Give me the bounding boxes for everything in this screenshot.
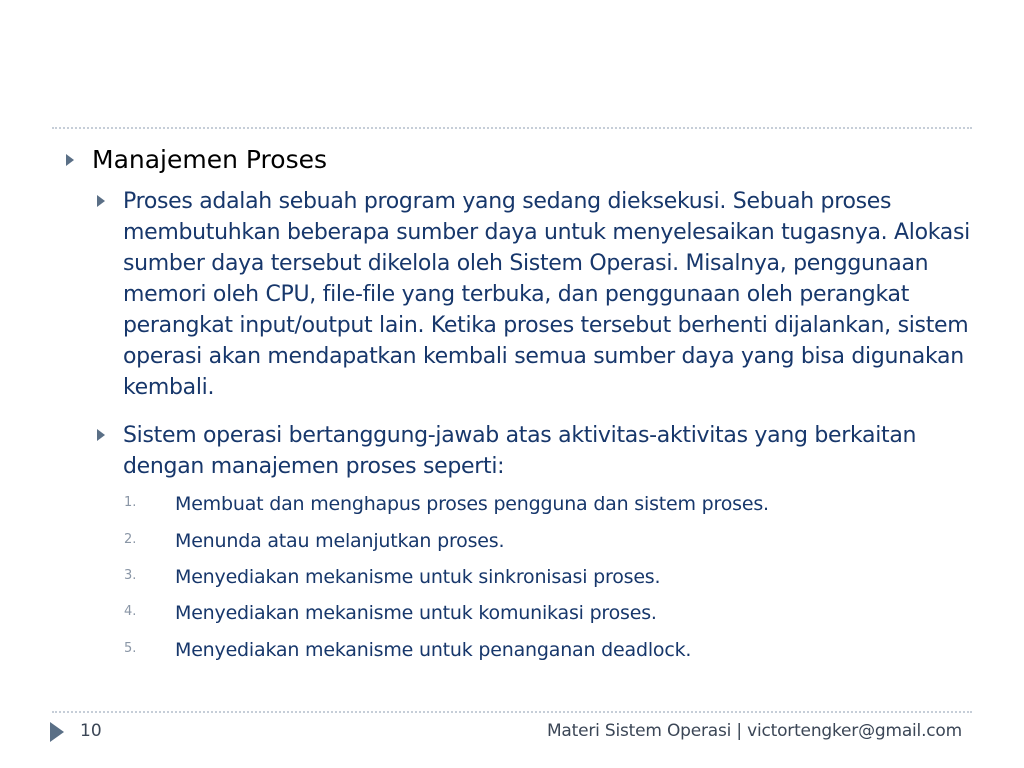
- item-number: 2.: [124, 532, 137, 547]
- slide-heading: Manajemen Proses: [92, 145, 327, 174]
- item-text: Membuat dan menghapus proses pengguna dan sistem proses.: [175, 493, 769, 515]
- next-arrow-icon[interactable]: [50, 722, 64, 742]
- top-divider: [52, 127, 972, 129]
- numbered-item: [0, 523, 1024, 559]
- item-text: Menyediakan mekanisme untuk penanganan deadlock.: [175, 639, 692, 661]
- numbered-item: [0, 559, 1024, 595]
- footer-divider: [52, 711, 972, 713]
- item-number: 4.: [124, 604, 137, 619]
- numbered-item: [0, 632, 1024, 668]
- triangle-bullet-icon: [66, 154, 74, 166]
- item-text: Menunda atau melanjutkan proses.: [175, 530, 505, 552]
- triangle-bullet-icon: [97, 195, 105, 207]
- bullet-point-1: Proses adalah sebuah program yang sedang dieksekusi. Sebuah proses membutuhkan beberapa sumber daya untuk menyelesaikan tugasnya. Alokasi sumber daya tersebut dikelola oleh Sistem Operasi. Misalnya, penggunaan memori oleh CPU, file-file yang terbuka, dan penggunaan oleh perangkat perangkat input/output lain. Ketika proses tersebut berhenti dijalankan, sistem operasi akan mendapatkan kembali semua sumber daya yang bisa digunakan kembali.: [123, 189, 970, 400]
- item-text: Menyediakan mekanisme untuk sinkronisasi proses.: [175, 566, 661, 588]
- numbered-item: [0, 486, 1024, 522]
- item-number: 5.: [124, 641, 137, 656]
- item-number: 3.: [124, 568, 137, 583]
- footer-text: Materi Sistem Operasi | victortengker@gmail.com: [546, 721, 962, 741]
- item-number: 1.: [124, 495, 137, 510]
- page-number: 10: [80, 721, 102, 741]
- triangle-bullet-icon: [97, 429, 105, 441]
- bullet-point-2: Sistem operasi bertanggung-jawab atas aktivitas-aktivitas yang berkaitan dengan manajemen proses seperti:: [123, 423, 917, 479]
- item-text: Menyediakan mekanisme untuk komunikasi proses.: [175, 602, 657, 624]
- numbered-item: [0, 595, 1024, 631]
